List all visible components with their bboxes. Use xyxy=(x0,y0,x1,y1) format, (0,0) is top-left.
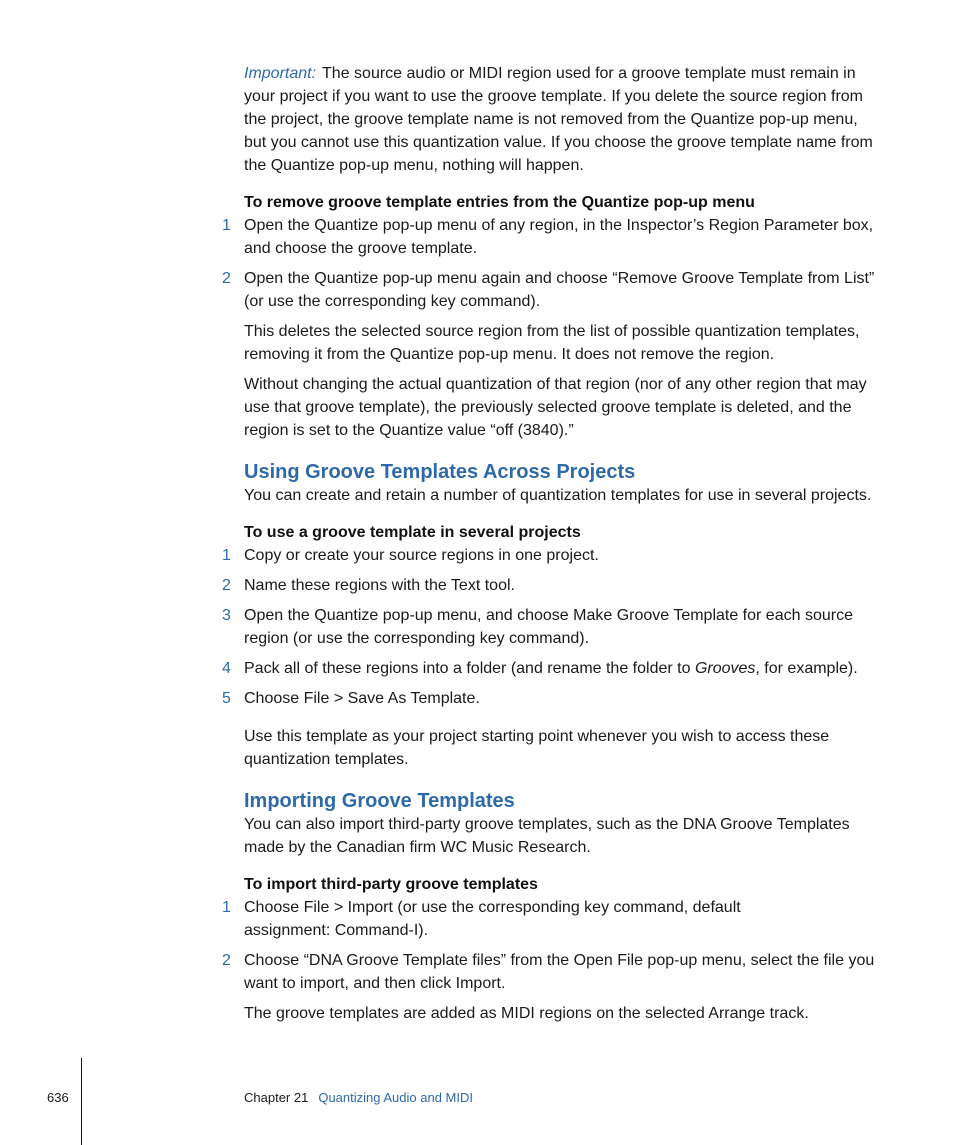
step-number: 2 xyxy=(222,952,231,969)
important-text: The source audio or MIDI region used for a groove template must remain in your project if you want to use the groove template. If you delete the source region from the project, the groove template name is not removed from the Quantize pop-up menu, but you cannot use this quantization value. If you choose the groove template name from the Quantize pop-up menu, nothing will happen. xyxy=(244,65,873,174)
section-heading: Using Groove Templates Across Projects xyxy=(244,461,636,483)
step-number: 2 xyxy=(222,577,231,594)
step-number: 1 xyxy=(222,547,231,564)
step-number: 4 xyxy=(222,660,231,677)
step-text xyxy=(244,657,876,680)
step-number: 5 xyxy=(222,690,231,707)
step-text: Choose File > Save As Template. xyxy=(244,690,480,707)
step-text xyxy=(244,896,876,942)
step-text: Copy or create your source regions in one project. xyxy=(244,547,599,564)
step-number: 1 xyxy=(222,899,231,916)
step-text: Open the Quantize pop-up menu, and choose Make Groove Template for each source region (or use the corresponding key command). xyxy=(244,607,853,647)
section-heading: Importing Groove Templates xyxy=(244,790,515,812)
step-text-part: Pack all of these regions into a folder (and rename the folder to xyxy=(244,660,695,677)
chapter-label: Chapter 21 xyxy=(244,1090,309,1105)
important-label: Important: xyxy=(244,65,317,82)
section-intro: You can create and retain a number of quantization templates for use in several projects. xyxy=(244,487,872,504)
body-paragraph: Use this template as your project starting point whenever you wish to access these quantization templates. xyxy=(244,728,830,768)
task-title-use: To use a groove template in several projects xyxy=(244,524,581,541)
footer-chapter xyxy=(244,1086,473,1109)
step-text-part: , for example). xyxy=(755,660,858,677)
footer-divider xyxy=(81,1058,82,1145)
step-number: 2 xyxy=(222,270,231,287)
step-number: 3 xyxy=(222,607,231,624)
step-text: Name these regions with the Text tool. xyxy=(244,577,515,594)
step-number: 1 xyxy=(222,217,231,234)
step-text-emphasis: Grooves xyxy=(694,660,756,677)
body-paragraph: Without changing the actual quantization of that region (nor of any other region that may use that groove template), the previously selected groove template is deleted, and the region is set to the Quantize value “off (3840).” xyxy=(244,376,867,439)
step-text: Open the Quantize pop-up menu again and choose “Remove Groove Template from List” (or use the corresponding key command). xyxy=(244,270,875,310)
step-text-line: Choose File > Import (or use the corresponding key command, default xyxy=(244,899,741,916)
step-text: Choose “DNA Groove Template files” from the Open File pop-up menu, select the file you want to import, and then click Import. xyxy=(244,952,875,992)
step-text: Open the Quantize pop-up menu of any region, in the Inspector’s Region Parameter box, and choose the groove template. xyxy=(244,217,874,257)
body-paragraph: This deletes the selected source region from the list of possible quantization templates, removing it from the Quantize pop-up menu. It does not remove the region. xyxy=(244,323,860,363)
section-intro: You can also import third-party groove templates, such as the DNA Groove Templates made by the Canadian firm WC Music Research. xyxy=(244,816,850,856)
task-title-remove: To remove groove template entries from the Quantize pop-up menu xyxy=(244,194,755,211)
body-paragraph: The groove templates are added as MIDI regions on the selected Arrange track. xyxy=(244,1005,809,1022)
chapter-title: Quantizing Audio and MIDI xyxy=(318,1090,473,1105)
important-note xyxy=(244,62,876,177)
task-title-import: To import third-party groove templates xyxy=(244,876,538,893)
step-text-line: assignment: Command-I). xyxy=(244,922,429,939)
page-number: 636 xyxy=(47,1090,69,1105)
